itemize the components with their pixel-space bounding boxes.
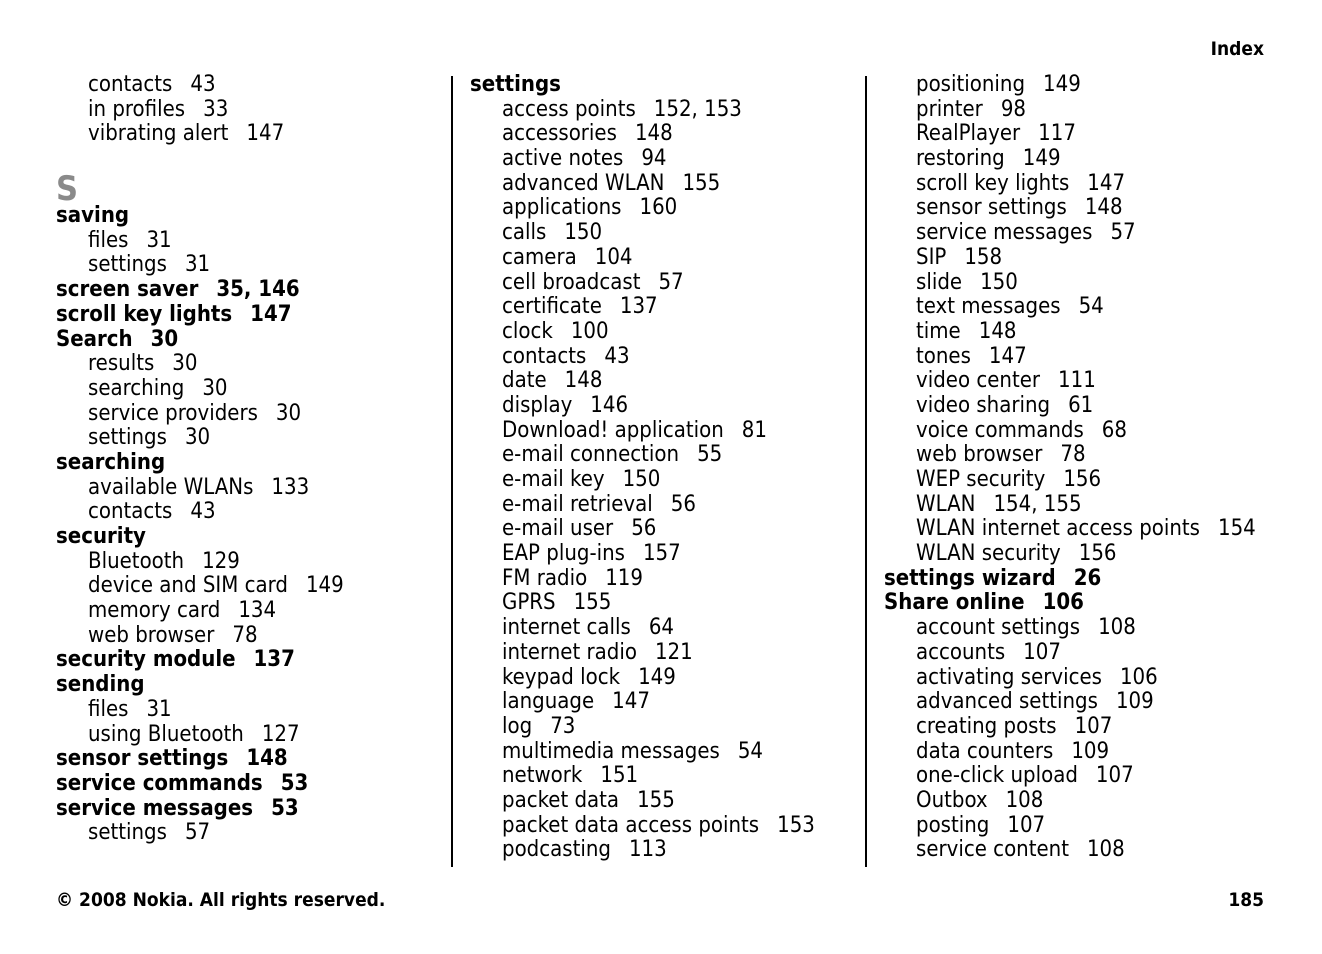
index-page-ref: 156 <box>1078 541 1117 567</box>
index-term: service messages <box>916 220 1093 246</box>
index-term: text messages <box>916 294 1061 320</box>
index-term: language <box>502 689 595 715</box>
index-subentry <box>884 443 1304 468</box>
index-page-ref: 56 <box>631 516 657 542</box>
index-subentry <box>470 147 860 172</box>
index-subentry <box>884 715 1304 740</box>
index-subentry <box>56 624 446 649</box>
index-subentry <box>56 476 446 501</box>
index-page-ref: 108 <box>1005 787 1044 813</box>
index-term: sensor settings <box>916 195 1067 221</box>
index-term: available WLANs <box>88 474 254 500</box>
index-page-ref: 158 <box>964 244 1003 270</box>
index-page-ref: 30 <box>275 400 302 426</box>
index-page-ref: 109 <box>1115 689 1154 715</box>
index-subentry <box>470 172 860 197</box>
index-term: Share online <box>884 590 1025 616</box>
index-term: calls <box>502 220 547 246</box>
index-term: date <box>502 368 547 394</box>
index-term: camera <box>502 244 577 270</box>
index-page-ref: 57 <box>1110 220 1136 246</box>
index-page-ref: 160 <box>639 195 678 221</box>
index-subentry <box>884 789 1304 814</box>
index-page-ref: 149 <box>1043 72 1081 97</box>
index-subentry <box>470 814 860 839</box>
index-page-ref: 134 <box>238 598 277 624</box>
index-entry <box>56 278 446 303</box>
index-term: SIP <box>916 244 947 270</box>
index-page-ref: 53 <box>280 770 309 796</box>
index-term: internet calls <box>502 615 631 641</box>
index-page-ref: 68 <box>1101 417 1127 443</box>
index-subentry <box>56 550 446 575</box>
index-page-ref: 152, 153 <box>653 96 742 122</box>
index-column-1 <box>56 73 446 846</box>
index-page-ref: 107 <box>1074 713 1113 739</box>
index-page-ref: 43 <box>190 72 216 97</box>
index-page-ref: 30 <box>184 425 211 451</box>
index-term: service content <box>916 837 1069 863</box>
index-term: printer <box>916 96 983 122</box>
index-page-ref: 151 <box>600 763 639 789</box>
index-page-ref: 129 <box>202 548 240 574</box>
index-page-ref: 150 <box>980 269 1018 295</box>
index-term: access points <box>502 96 636 122</box>
index-page-ref: 148 <box>564 368 603 394</box>
index-page-ref: 98 <box>1000 96 1027 122</box>
index-subentry <box>470 616 860 641</box>
index-page-ref: 30 <box>150 326 179 352</box>
index-subentry <box>56 821 446 846</box>
index-page-ref: 57 <box>184 820 211 846</box>
index-page-ref: 43 <box>190 499 216 525</box>
index-term: web browser <box>916 442 1043 468</box>
index-term: posting <box>916 812 990 838</box>
index-term: creating posts <box>916 713 1057 739</box>
index-subentry <box>884 517 1304 542</box>
index-page-ref: 117 <box>1038 121 1076 147</box>
index-term: account settings <box>916 615 1081 641</box>
index-term: packet data access points <box>502 812 760 838</box>
index-term: slide <box>916 269 963 295</box>
index-subentry <box>470 789 860 814</box>
index-term: RealPlayer <box>916 121 1021 147</box>
index-subentry <box>56 73 446 98</box>
index-subentry <box>470 838 860 863</box>
index-page-ref: 31 <box>184 252 211 278</box>
index-page-ref: 109 <box>1071 738 1110 764</box>
index-term: tones <box>916 343 971 369</box>
index-term: e-mail key <box>502 467 605 492</box>
index-page-ref: 150 <box>564 220 603 246</box>
index-page-ref: 107 <box>1007 812 1046 838</box>
index-entry <box>56 797 446 822</box>
index-term: video sharing <box>916 392 1051 418</box>
index-subentry <box>884 690 1304 715</box>
index-subentry <box>884 838 1304 863</box>
index-term: WEP security <box>916 467 1046 492</box>
index-page-ref: 61 <box>1068 392 1094 418</box>
index-subentry <box>470 320 860 345</box>
index-page-ref: 147 <box>612 689 650 715</box>
index-page-ref: 148 <box>634 121 673 147</box>
index-subentry <box>56 402 446 427</box>
index-page-ref: 137 <box>253 647 295 673</box>
index-page-ref: 55 <box>697 442 723 468</box>
index-subentry <box>470 666 860 691</box>
index-page-ref: 127 <box>261 721 300 747</box>
index-subentry <box>884 147 1304 172</box>
index-term: advanced WLAN <box>502 170 665 196</box>
column-divider <box>865 76 867 867</box>
index-term: Download! application <box>502 417 724 443</box>
index-page-ref: 119 <box>605 565 643 591</box>
index-term: scroll key lights <box>56 301 233 327</box>
index-page-ref: 56 <box>670 491 696 517</box>
index-term: WLAN security <box>916 541 1061 567</box>
index-term: contacts <box>88 499 173 525</box>
index-page-ref: 108 <box>1098 615 1136 641</box>
index-page-ref: 73 <box>550 713 576 739</box>
index-page-ref: 78 <box>1060 442 1086 468</box>
index-subentry <box>884 246 1304 271</box>
index-subentry <box>470 715 860 740</box>
index-page-ref: 43 <box>604 343 630 369</box>
index-page-ref: 108 <box>1086 837 1125 863</box>
index-subentry <box>470 196 860 221</box>
index-subentry <box>884 814 1304 839</box>
index-page-ref: 35, 146 <box>216 277 300 303</box>
index-subentry <box>884 98 1304 123</box>
index-term: Bluetooth <box>88 548 185 574</box>
index-page-ref: 150 <box>622 467 661 492</box>
index-subentry <box>56 426 446 451</box>
index-term: Outbox <box>916 787 988 813</box>
index-term: packet data <box>502 787 620 813</box>
index-term: data counters <box>916 738 1054 764</box>
index-page-ref: 153 <box>777 812 815 838</box>
index-page-ref: 154, 155 <box>993 491 1082 517</box>
index-entry <box>56 525 446 550</box>
index-subentry <box>470 740 860 765</box>
index-subentry <box>56 98 446 123</box>
index-page-ref: 148 <box>978 318 1017 344</box>
index-column-2 <box>470 73 860 863</box>
index-subentry <box>470 517 860 542</box>
index-page-ref: 148 <box>1084 195 1123 221</box>
index-term: active notes <box>502 146 624 172</box>
index-subentry <box>884 73 1304 98</box>
index-subentry <box>884 196 1304 221</box>
index-subentry <box>470 468 860 493</box>
index-term: certificate <box>502 294 602 320</box>
index-page-ref: 54 <box>1078 294 1104 320</box>
index-page-ref: 113 <box>628 837 667 863</box>
index-page-ref: 106 <box>1042 590 1084 616</box>
index-term: saving <box>56 203 130 229</box>
index-subentry <box>56 599 446 624</box>
index-term: applications <box>502 195 622 221</box>
index-term: settings <box>470 72 561 97</box>
index-term: keypad lock <box>502 664 621 690</box>
index-subentry <box>470 345 860 370</box>
index-term: service messages <box>56 795 254 821</box>
index-page-ref: 149 <box>1022 146 1061 172</box>
index-page-ref: 81 <box>741 417 767 443</box>
index-subentry <box>470 493 860 518</box>
index-term: clock <box>502 318 553 344</box>
index-subentry <box>470 122 860 147</box>
index-term: web browser <box>88 622 215 648</box>
index-subentry <box>470 271 860 296</box>
index-term: accessories <box>502 121 617 147</box>
index-page-ref: 30 <box>202 375 228 401</box>
index-entry <box>56 328 446 353</box>
index-term: display <box>502 392 573 418</box>
index-page-ref: 133 <box>271 474 310 500</box>
index-page-ref: 100 <box>570 318 609 344</box>
index-subentry <box>470 542 860 567</box>
index-term: e-mail user <box>502 516 614 542</box>
index-entry <box>884 567 1304 592</box>
index-term: service commands <box>56 770 263 796</box>
index-subentry <box>470 295 860 320</box>
index-page-ref: 30 <box>172 351 198 377</box>
index-subentry <box>56 500 446 525</box>
index-term: advanced settings <box>916 689 1098 715</box>
index-term: cell broadcast <box>502 269 641 295</box>
index-term: WLAN <box>916 491 976 517</box>
index-term: searching <box>88 375 185 401</box>
index-page-ref: 155 <box>573 590 612 616</box>
index-subentry <box>470 246 860 271</box>
index-page-ref: 149 <box>305 573 344 599</box>
index-term: in profiles <box>88 96 186 122</box>
index-subentry <box>884 419 1304 444</box>
index-page-ref: 104 <box>594 244 633 270</box>
column-divider <box>451 76 453 867</box>
index-page-ref: 121 <box>654 639 693 665</box>
index-page-ref: 31 <box>146 227 172 253</box>
index-subentry <box>884 221 1304 246</box>
index-page-ref: 53 <box>271 795 299 821</box>
index-page-ref: 147 <box>1087 170 1126 196</box>
index-subentry <box>56 377 446 402</box>
index-term: device and SIM card <box>88 573 288 599</box>
index-term: searching <box>56 449 166 475</box>
index-subentry <box>884 345 1304 370</box>
index-subentry <box>56 253 446 278</box>
index-subentry <box>470 98 860 123</box>
index-term: scroll key lights <box>916 170 1070 196</box>
index-term: sending <box>56 672 145 698</box>
index-term: settings <box>88 252 167 278</box>
index-term: security module <box>56 647 236 673</box>
index-term: GPRS <box>502 590 556 616</box>
index-term: files <box>88 227 129 253</box>
index-subentry <box>470 690 860 715</box>
index-term: WLAN internet access points <box>916 516 1200 542</box>
index-page-ref: 155 <box>637 787 675 813</box>
index-entry <box>884 591 1304 616</box>
index-page-ref: 146 <box>590 392 629 418</box>
index-page-ref: 149 <box>638 664 676 690</box>
index-subentry <box>884 122 1304 147</box>
index-subentry <box>884 394 1304 419</box>
index-page-ref: 147 <box>246 121 285 147</box>
index-term: one-click upload <box>916 763 1078 789</box>
index-entry <box>56 451 446 476</box>
index-term: accounts <box>916 639 1006 665</box>
index-term: memory card <box>88 598 221 624</box>
index-page-ref: 106 <box>1119 664 1158 690</box>
index-term: security <box>56 524 146 549</box>
index-subentry <box>470 394 860 419</box>
index-term: contacts <box>88 72 173 97</box>
index-page-ref: 137 <box>619 294 658 320</box>
index-subentry <box>884 172 1304 197</box>
index-entry <box>56 648 446 673</box>
index-term: voice commands <box>916 417 1084 443</box>
index-page-ref: 33 <box>203 96 229 122</box>
index-subentry <box>470 591 860 616</box>
index-term: e-mail retrieval <box>502 491 653 517</box>
index-entry <box>56 772 446 797</box>
index-term: Search <box>56 326 133 352</box>
index-subentry <box>56 229 446 254</box>
index-subentry <box>56 352 446 377</box>
index-term: multimedia messages <box>502 738 720 764</box>
index-page-ref: 157 <box>642 541 681 567</box>
index-term: network <box>502 763 583 789</box>
index-subentry <box>884 641 1304 666</box>
index-subentry <box>884 666 1304 691</box>
index-subentry <box>470 443 860 468</box>
index-term: e-mail connection <box>502 442 680 468</box>
index-page-ref: 64 <box>648 615 675 641</box>
index-section-letter <box>56 147 446 210</box>
index-term: contacts <box>502 343 587 369</box>
index-entry <box>56 303 446 328</box>
index-page-ref: 94 <box>641 146 667 172</box>
index-page-ref: 155 <box>682 170 721 196</box>
index-subentry <box>884 764 1304 789</box>
index-subentry <box>884 369 1304 394</box>
index-page-ref: 31 <box>146 696 172 722</box>
running-header-title: Index <box>1210 38 1264 60</box>
index-page-ref: 147 <box>250 301 292 327</box>
index-term: screen saver <box>56 277 199 303</box>
index-page-ref: 148 <box>246 746 288 772</box>
index-subentry <box>884 320 1304 345</box>
index-term: results <box>88 351 155 377</box>
index-term: restoring <box>916 146 1005 172</box>
index-subentry <box>884 493 1304 518</box>
index-term: S <box>56 169 79 210</box>
index-term: FM radio <box>502 565 588 591</box>
index-subentry <box>470 764 860 789</box>
index-entry <box>56 204 446 229</box>
index-term: sensor settings <box>56 746 229 772</box>
index-term: internet radio <box>502 639 637 665</box>
index-subentry <box>56 122 446 147</box>
index-column-3 <box>884 73 1304 863</box>
index-page-ref: 107 <box>1023 639 1061 665</box>
index-page-ref: 57 <box>658 269 684 295</box>
index-term: settings <box>88 425 167 451</box>
index-entry <box>470 73 860 98</box>
index-subentry <box>884 542 1304 567</box>
index-term: EAP plug-ins <box>502 541 625 567</box>
index-page-ref: 111 <box>1058 368 1096 394</box>
index-subentry <box>884 271 1304 296</box>
index-term: settings <box>88 820 167 846</box>
index-term: service providers <box>88 400 258 426</box>
index-page-ref: 107 <box>1095 763 1134 789</box>
index-term: settings wizard <box>884 565 1056 591</box>
index-subentry <box>884 616 1304 641</box>
index-subentry <box>56 574 446 599</box>
index-entry <box>56 747 446 772</box>
index-term: files <box>88 696 129 722</box>
index-entry <box>56 673 446 698</box>
index-term: vibrating alert <box>88 121 229 147</box>
index-term: podcasting <box>502 837 611 863</box>
index-page-ref: 54 <box>737 738 763 764</box>
index-subentry <box>470 419 860 444</box>
index-subentry <box>884 295 1304 320</box>
index-term: using Bluetooth <box>88 721 244 747</box>
index-subentry <box>470 567 860 592</box>
index-page-ref: 78 <box>232 622 258 648</box>
index-subentry <box>56 698 446 723</box>
index-subentry <box>470 221 860 246</box>
index-subentry <box>884 740 1304 765</box>
index-page-ref: 154 <box>1218 516 1256 542</box>
index-page-ref: 26 <box>1073 565 1102 591</box>
index-page-ref: 147 <box>988 343 1027 369</box>
index-term: positioning <box>916 72 1026 97</box>
index-term: log <box>502 713 533 739</box>
index-page-ref: 156 <box>1063 467 1102 492</box>
copyright-notice: © 2008 Nokia. All rights reserved. <box>56 889 386 911</box>
index-term: video center <box>916 368 1041 394</box>
index-subentry <box>470 369 860 394</box>
index-subentry <box>884 468 1304 493</box>
index-subentry <box>56 723 446 748</box>
index-term: time <box>916 318 961 344</box>
page-number: 185 <box>1228 889 1264 911</box>
index-term: activating services <box>916 664 1102 690</box>
index-subentry <box>470 641 860 666</box>
